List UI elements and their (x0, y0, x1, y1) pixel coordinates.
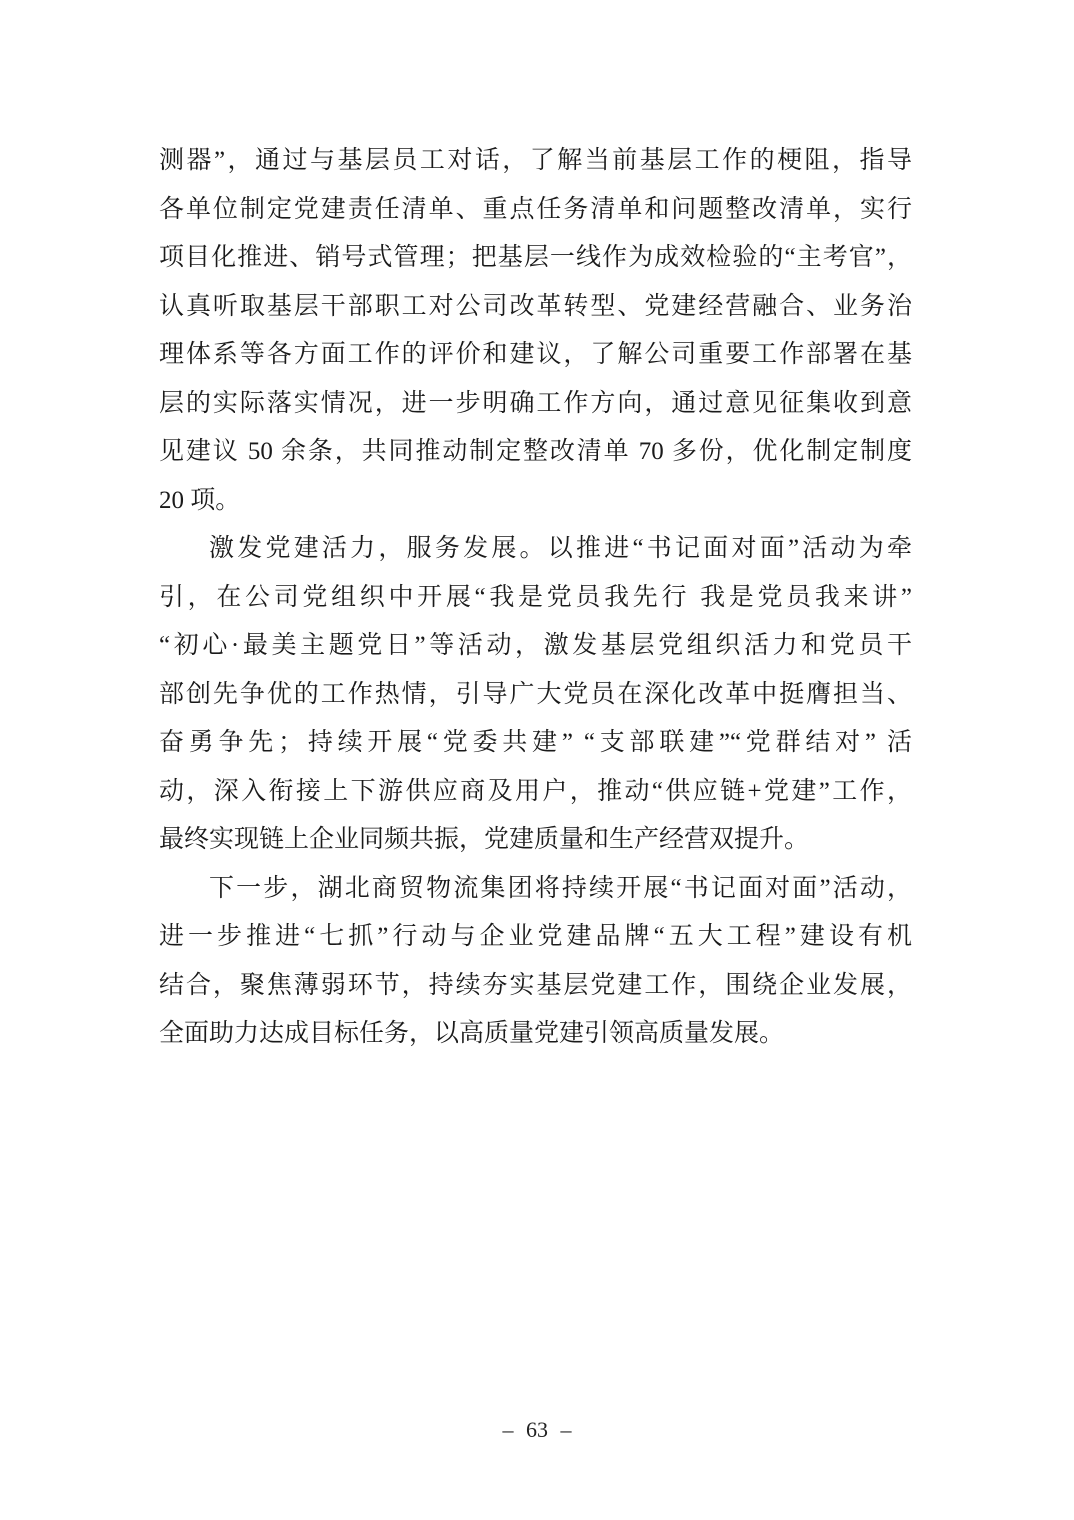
page-footer (0, 1417, 1074, 1443)
text-line: 部创先争优的工作热情，引导广大党员在深化改革中挺膺担当、 (159, 680, 912, 708)
text-line: 认真听取基层干部职工对公司改革转型、党建经营融合、业务治 (159, 292, 912, 320)
document-body (159, 137, 912, 1059)
text-line: 全面助力达成目标任务，以高质量党建引领高质量发展。 (159, 1020, 785, 1047)
text-line: 下一步，湖北商贸物流集团将持续开展“书记面对面”活动， (209, 874, 912, 902)
text-line: 引，在公司党组织中开展“我是党员我先行 我是党员我来讲” (159, 583, 912, 611)
text-line: 奋勇争先；持续开展“党委共建” “支部联建”“党群结对” 活 (159, 729, 912, 756)
text-line: 激发党建活力，服务发展。以推进“书记面对面”活动为牵 (209, 535, 912, 562)
text-line: 进一步推进“七抓”行动与企业党建品牌“五大工程”建设有机 (159, 923, 912, 950)
page-number: – 63 – (502, 1417, 572, 1442)
text-line: 动，深入衔接上下游供应商及用户，推动“供应链+党建”工作， (159, 777, 912, 805)
text-line: 各单位制定党建责任清单、重点任务清单和问题整改清单，实行 (159, 195, 912, 223)
text-line: 测器”，通过与基层员工对话，了解当前基层工作的梗阻，指导 (159, 147, 912, 174)
text-line: 结合，聚焦薄弱环节，持续夯实基层党建工作，围绕企业发展， (159, 971, 912, 999)
text-line: 层的实际落实情况，进一步明确工作方向，通过意见征集收到意 (159, 389, 912, 417)
text-line: 最终实现链上企业同频共振，党建质量和生产经营双提升。 (159, 826, 810, 853)
text-line: 项目化推进、销号式管理；把基层一线作为成效检验的“主考官”， (159, 244, 912, 271)
text-line: 20 项。 (159, 486, 241, 514)
text-line: 见建议 50 余条，共同推动制定整改清单 70 多份，优化制定制度 (159, 438, 912, 465)
text-line: 理体系等各方面工作的评价和建议，了解公司重要工作部署在基 (159, 341, 912, 368)
text-line: “初心·最美主题党日”等活动，激发基层党组织活力和党员干 (159, 632, 912, 659)
